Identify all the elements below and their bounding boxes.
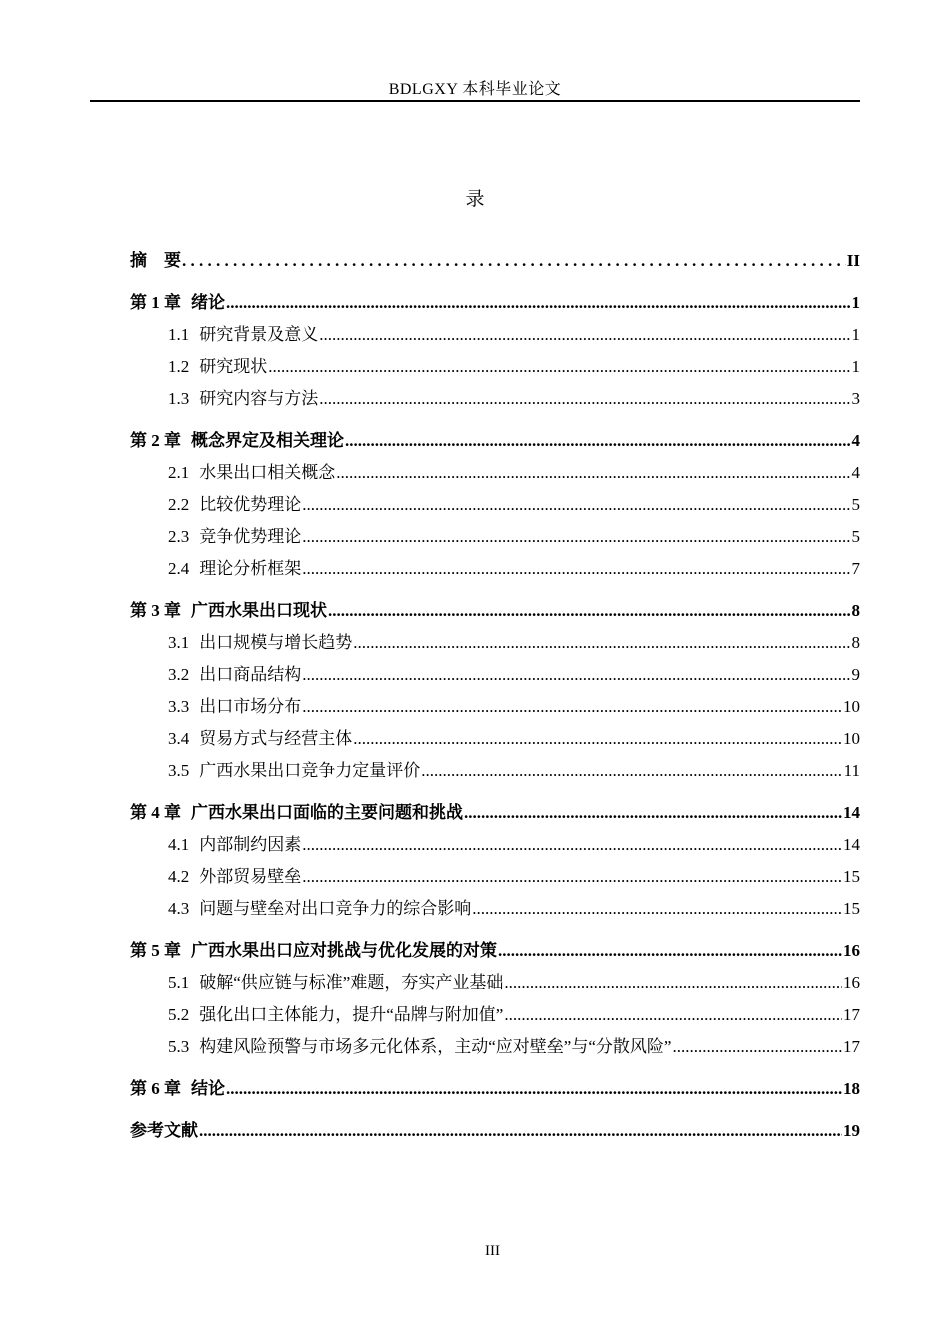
toc-entry-section[interactable] [130, 521, 860, 553]
toc-entry-page: 11 [843, 761, 860, 780]
toc-entry-section[interactable] [130, 967, 860, 999]
dot-leader [319, 319, 850, 351]
toc-entry-number: 第 5 章 [130, 941, 181, 960]
dot-leader [302, 829, 842, 861]
toc-entry-title: 构建风险预警与市场多元化体系，主动“应对壁垒”与“分散风险” [199, 1037, 672, 1056]
dot-leader [672, 1031, 842, 1063]
dot-leader [226, 287, 851, 319]
toc-entry-title: 绪论 [191, 293, 225, 312]
toc-entry-chapter[interactable] [130, 595, 860, 627]
toc-entry-page: 5 [851, 495, 860, 514]
toc-entry-section[interactable] [130, 893, 860, 925]
toc-entry-title: 理论分析框架 [199, 559, 302, 578]
dot-leader [199, 1115, 842, 1147]
dot-leader [319, 383, 850, 415]
dot-leader [182, 245, 846, 277]
toc-entry-chapter[interactable] [130, 287, 860, 319]
toc-entry-title: 结论 [191, 1079, 225, 1098]
toc-entry-page: 8 [851, 633, 860, 652]
header-rule [90, 100, 860, 102]
toc-entry-chapter[interactable] [130, 425, 860, 457]
toc-entry-number: 第 2 章 [130, 431, 181, 450]
toc-entry-number: 1.2 [168, 357, 190, 376]
toc-entry-title: 比较优势理论 [199, 495, 302, 514]
toc-entry-page: 5 [851, 527, 860, 546]
dot-leader [226, 1073, 842, 1105]
dot-leader [336, 457, 850, 489]
toc-entry-title: 竞争优势理论 [199, 527, 302, 546]
toc-entry-page: 17 [843, 1037, 860, 1056]
toc-title: 录 [465, 189, 485, 210]
toc-entry-section[interactable] [130, 861, 860, 893]
toc-entry-section[interactable] [130, 457, 860, 489]
toc-entry-number: 第 1 章 [130, 293, 181, 312]
toc-entry-page: 10 [843, 729, 860, 748]
toc-entry-title: 水果出口相关概念 [199, 463, 336, 482]
toc-entry-page: 19 [843, 1121, 860, 1140]
toc-entry-page: 14 [843, 835, 860, 854]
toc-entry-section[interactable] [130, 999, 860, 1031]
toc-entry-title: 出口商品结构 [199, 665, 302, 684]
toc-entry-section[interactable] [130, 755, 860, 787]
toc-entry-page: 16 [843, 973, 860, 992]
toc-entry-title: 广西水果出口应对挑战与优化发展的对策 [191, 941, 497, 960]
toc-entry-number: 2.4 [168, 559, 190, 578]
toc-entry-title: 广西水果出口现状 [191, 601, 327, 620]
toc-entry-title: 贸易方式与经营主体 [199, 729, 353, 748]
toc-entry-section[interactable] [130, 319, 860, 351]
toc-entry-section[interactable] [130, 627, 860, 659]
toc-entry-page: 4 [851, 431, 860, 450]
toc-entry-chapter[interactable] [130, 1073, 860, 1105]
dot-leader [328, 595, 851, 627]
toc-entry-number: 2.2 [168, 495, 190, 514]
dot-leader [268, 351, 850, 383]
dot-leader [421, 755, 842, 787]
toc-entry-section[interactable] [130, 383, 860, 415]
toc-entry-number: 3.3 [168, 697, 190, 716]
toc-entry-number: 3.1 [168, 633, 190, 652]
toc-entry-page: 7 [851, 559, 860, 578]
dot-leader [302, 659, 850, 691]
toc-entry-title: 研究现状 [199, 357, 268, 376]
toc-entry-number: 1.3 [168, 389, 190, 408]
toc-entry-title: 广西水果出口面临的主要问题和挑战 [191, 803, 463, 822]
toc-entry-section[interactable] [130, 1031, 860, 1063]
toc-entry-number: 2.3 [168, 527, 190, 546]
toc-entry-number: 第 3 章 [130, 601, 181, 620]
toc-entry-title: 广西水果出口竞争力定量评价 [199, 761, 421, 780]
toc-entry-page: 3 [851, 389, 860, 408]
toc-entry-title: 参考文献 [130, 1121, 198, 1140]
dot-leader [302, 691, 842, 723]
dot-leader [504, 967, 842, 999]
toc-entry-page: 1 [851, 357, 860, 376]
toc-entry-section[interactable] [130, 829, 860, 861]
toc-entry-title: 研究背景及意义 [199, 325, 319, 344]
dot-leader [302, 553, 850, 585]
dot-leader [353, 627, 850, 659]
toc-entry-page: 15 [843, 867, 860, 886]
toc-entry-number: 4.2 [168, 867, 190, 886]
toc-entry-abstract[interactable] [130, 245, 860, 277]
toc-entry-section[interactable] [130, 723, 860, 755]
toc-entry-number: 3.5 [168, 761, 190, 780]
toc-entry-page: 1 [851, 293, 860, 312]
toc-entry-title: 内部制约因素 [199, 835, 302, 854]
table-of-contents [130, 245, 860, 1147]
toc-entry-chapter[interactable] [130, 935, 860, 967]
toc-entry-title: 摘 要 [130, 251, 181, 270]
toc-entry-page: 14 [843, 803, 860, 822]
toc-entry-section[interactable] [130, 691, 860, 723]
dot-leader [302, 521, 850, 553]
toc-entry-number: 第 6 章 [130, 1079, 181, 1098]
toc-entry-title: 出口市场分布 [199, 697, 302, 716]
toc-entry-number: 1.1 [168, 325, 190, 344]
dot-leader [472, 893, 842, 925]
dot-leader [302, 489, 850, 521]
page-number: III [485, 1243, 500, 1259]
toc-entry-page: 1 [851, 325, 860, 344]
toc-entry-title: 强化出口主体能力，提升“品牌与附加值” [199, 1005, 504, 1024]
toc-entry-title: 破解“供应链与标准”难题，夯实产业基础 [199, 973, 504, 992]
toc-entry-title: 研究内容与方法 [199, 389, 319, 408]
toc-entry-chapter[interactable] [130, 797, 860, 829]
toc-entry-number: 5.2 [168, 1005, 190, 1024]
toc-entry-references[interactable] [130, 1115, 860, 1147]
dot-leader [498, 935, 842, 967]
dot-leader [504, 999, 842, 1031]
toc-entry-page: 10 [843, 697, 860, 716]
toc-entry-number: 5.3 [168, 1037, 190, 1056]
toc-entry-number: 3.2 [168, 665, 190, 684]
toc-entry-number: 2.1 [168, 463, 190, 482]
toc-entry-title: 出口规模与增长趋势 [199, 633, 353, 652]
toc-entry-number: 第 4 章 [130, 803, 181, 822]
dot-leader [353, 723, 842, 755]
toc-entry-number: 3.4 [168, 729, 190, 748]
toc-entry-page: 8 [851, 601, 860, 620]
toc-entry-title: 概念界定及相关理论 [191, 431, 344, 450]
toc-entry-section[interactable] [130, 659, 860, 691]
dot-leader [464, 797, 842, 829]
toc-entry-title: 问题与壁垒对出口竞争力的综合影响 [199, 899, 472, 918]
dot-leader [345, 425, 851, 457]
running-header: BDLGXY 本科毕业论文 [388, 81, 562, 98]
toc-entry-page: II [846, 251, 860, 270]
toc-entry-number: 5.1 [168, 973, 190, 992]
toc-entry-section[interactable] [130, 351, 860, 383]
toc-entry-number: 4.3 [168, 899, 190, 918]
dot-leader [302, 861, 842, 893]
toc-entry-page: 9 [851, 665, 860, 684]
toc-entry-page: 4 [851, 463, 860, 482]
toc-entry-section[interactable] [130, 553, 860, 585]
toc-entry-page: 18 [843, 1079, 860, 1098]
toc-entry-page: 15 [843, 899, 860, 918]
toc-entry-number: 4.1 [168, 835, 190, 854]
toc-entry-page: 17 [843, 1005, 860, 1024]
toc-entry-page: 16 [843, 941, 860, 960]
toc-entry-section[interactable] [130, 489, 860, 521]
toc-entry-title: 外部贸易壁垒 [199, 867, 302, 886]
